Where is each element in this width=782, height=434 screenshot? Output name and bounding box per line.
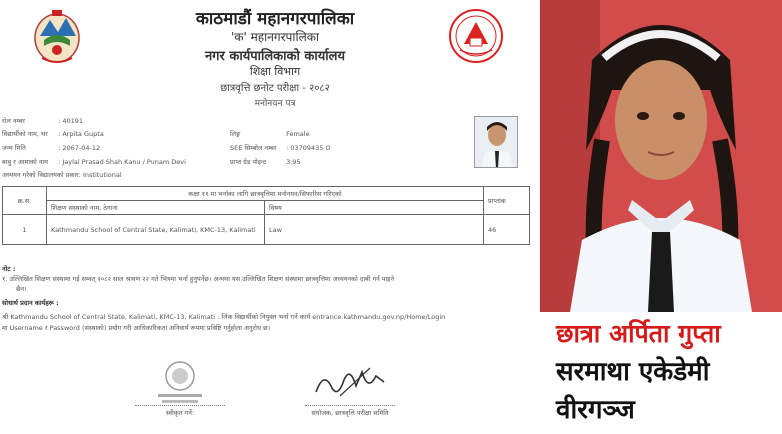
office-stamp-icon	[150, 356, 210, 408]
municipality-subtitle: 'क' महानगरपालिका	[230, 30, 320, 44]
caption-city: वीरगञ्ज	[556, 395, 635, 425]
see-row	[230, 143, 331, 152]
student-photo	[474, 116, 518, 168]
caption-school-name: सरमाथा एकेडेमी	[556, 357, 710, 387]
note-1-cont: छैन।	[16, 285, 27, 293]
left-signature-label: स्वीकृत गर्ने:	[165, 409, 195, 417]
gpa-row	[230, 157, 301, 166]
study-type: अध्ययन गरेको विद्यालयको प्रकार: Institutional	[2, 171, 122, 179]
right-signature-label: संयोजक, छात्रवृत्ति परीक्षा समिति	[311, 409, 389, 417]
nepal-emblem-icon	[32, 6, 82, 66]
name-label: विद्यार्थीको नाम, थर	[2, 130, 48, 138]
gender-label: लिङ्ग	[230, 130, 241, 138]
parent-row	[2, 157, 186, 166]
notes-heading: नोट :	[2, 265, 16, 273]
duty-1: श्री Kathmandu School of Central State, Kalimati, KMC-13, Kalimati : लिंक विद्यार्थीको नियुक्त भर्ना गर्ने कार्य entrance.kathmandu.gov.np/Home/Login	[2, 313, 446, 321]
sn-header: क्र.स.	[3, 187, 47, 215]
kmc-logo-icon	[448, 8, 504, 64]
merit-table	[2, 186, 530, 245]
roll-label: रोल नम्बर	[2, 117, 25, 125]
parent-label: बाबु र आमाको नाम	[2, 158, 49, 166]
gpa-label: प्राप्त ग्रेड पोइन्ट	[230, 158, 267, 166]
signature-icon	[310, 362, 390, 402]
gender-row	[230, 129, 310, 138]
student-large-photo	[540, 0, 782, 312]
dob-row	[2, 143, 100, 152]
school-header: शिक्षण संस्थाको नाम, ठेगाना	[47, 201, 265, 215]
name-value: : Arpita Gupta	[58, 130, 104, 138]
exam-title: छात्रवृत्ति छनोट परीक्षा - २०८२	[220, 83, 330, 94]
see-label: SEE सिम्बोल नम्बर	[230, 144, 277, 152]
see-value: : 03709435 O	[286, 144, 331, 152]
dob-value: : 2067-04-12	[58, 144, 101, 152]
office-title: नगर कार्यपालिकाको कार्यालय	[204, 49, 346, 64]
group-header: कक्षा ११ मा भर्नाका लागि छात्रवृत्तिमा मनोनयन/सिफारिस गरिएको	[47, 187, 484, 201]
subject-header: विषय	[265, 201, 484, 215]
roll-row	[2, 116, 83, 125]
row-school: Kathmandu School of Central State, Kalimati, KMC-13, Kalimati	[47, 215, 265, 245]
department-title: शिक्षा विभाग	[249, 65, 301, 78]
gender-value: Female	[286, 130, 310, 138]
parent-value: : Jaylal Prasad Shah Kanu / Punam Devi	[58, 158, 186, 166]
gpa-value: 3.95	[286, 158, 301, 166]
row-subject: Law	[265, 215, 484, 245]
score-header: प्राप्तांक	[484, 187, 530, 215]
student-portrait-icon	[475, 117, 518, 168]
municipality-title: काठमाडौं महानगरपालिका	[195, 9, 355, 29]
dob-label: जन्म मिति	[2, 144, 26, 152]
caption-student-name: छात्रा अर्पिता गुप्ता	[556, 319, 721, 348]
note-1: १. उल्लिखित शिक्षण संस्थामा गई सम्वत् २०८२ साल श्रावण २२ गते भित्रमा भर्ना हुनुपर्नेछ। अन्यथा यस उल्लिखित शिक्षण संस्थामा छात्रवृत्तिमा अध्ययनको दाबी गर्न पाइने	[2, 275, 394, 283]
row-score: 46	[484, 215, 530, 245]
duties-heading: सोधार्थ प्रदान कार्यहरू :	[2, 299, 59, 307]
duty-2: मा Username र Password (संस्थाको) प्रयोग गरी आधिकारिकता अनिवार्य रूपमा प्रविष्टि गर्नुहोला अनुरोध छ।	[2, 324, 271, 332]
roll-value: : 40191	[58, 117, 84, 125]
left-signature-line	[135, 405, 225, 406]
letter-type: मनोनयन पत्र	[254, 99, 296, 109]
table-row	[3, 215, 530, 245]
name-row	[2, 129, 104, 138]
right-signature-line	[305, 405, 395, 406]
row-sn: 1	[3, 215, 47, 245]
student-large-portrait-icon	[540, 0, 782, 312]
